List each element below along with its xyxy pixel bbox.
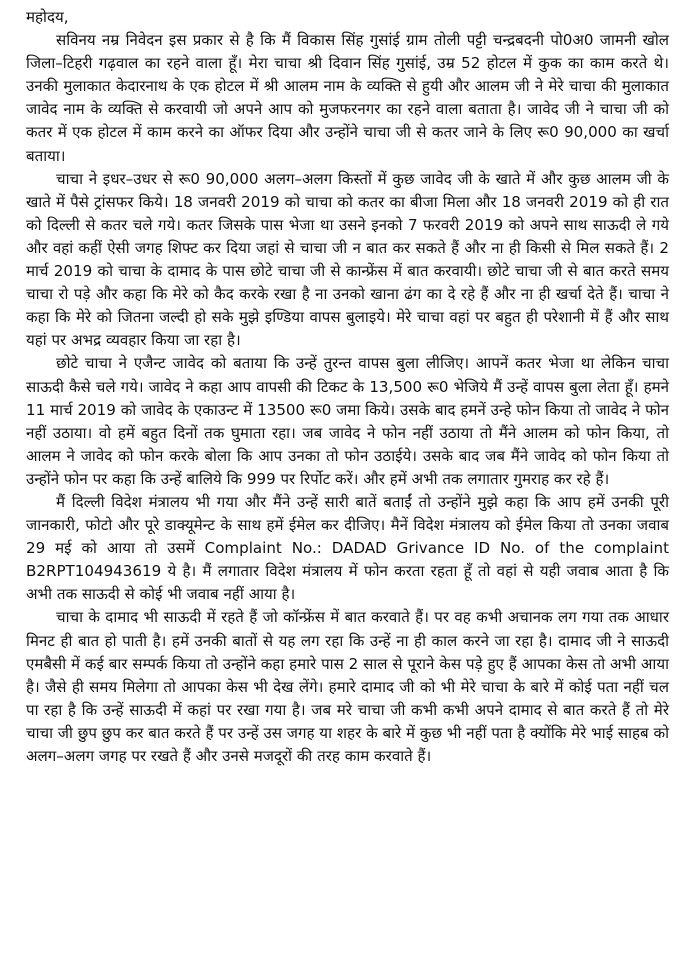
salutation: महोदय, bbox=[26, 8, 69, 26]
paragraph-4: मैं दिल्ली विदेश मंत्रालय भी गया और मैंने उन्हें सारी बातें बताईं तो उन्होंने मुझे कहा कि आप हमें उनकी पूरी जानकारी, फोटो और पूरे डाक्यूमेन्ट के साथ हमें ईमेल कर दीजिए। मैनें विदेश मंत्रालय को ईमेल किया तो उनका जवाब 29 मई को आया तो उसमें Complaint No.: DADAD Grivance ID No. of the complaint B2RPT104943619 ये है। मैं लगातार विदेश मंत्रालय में फोन करता रहता हूँ तो वहां से यही जवाब आता है कि अभी तक साऊदी से कोई भी जवाब नहीं आया है। bbox=[26, 492, 669, 604]
paragraph-1: सविनय नम्र निवेदन इस प्रकार से है कि मैं विकास सिंह गुसांई ग्राम तोली पट्टी चन्द्रबदनी पो0अ0 जामनी खोल जिला–टिहरी गढ़वाल का रहने वाला हूँ। मेरा चाचा श्री दिवान सिंह गुसांई, उम्र 52 होटल में कुक का काम करते थे। उनकी मुलाकात केदारनाथ के एक होटल में श्री आलम नाम के व्यक्ति से हुयी और आलम जी ने मेरे चाचा की मुलाकात जावेद नाम के व्यक्ति से करवायी जो अपने आप को मुजफरनगर का रहने वाला बताता है। जावेद जी ने चाचा जी को कतर में एक होटल में काम करने का ऑफर दिया और उन्होंने चाचा जी से कतर जाने के लिए रू0 90,000 का खर्चा बताया। bbox=[26, 31, 669, 165]
letter-page bbox=[26, 6, 669, 768]
paragraph-5: चाचा के दामाद भी साऊदी में रहते हैं जो कॉन्फ्रेंस में बात करवाते हैं। पर वह कभी अचानक लग गया तक आधार मिनट ही बात हो पाती है। हमें उनकी बातों से यह लग रहा कि उन्हें ना ही काल करने जा रहा है। दामाद जी ने साऊदी एमबैसी में कई बार सम्पर्क किया तो उन्होंने कहा हमारे पास 2 साल से पूराने केस पड़े हुए हैं आपका केस तो अभी आया है। जैसे ही समय मिलेगा तो आपका केस भी देख लेंगे। हमारे दामाद जी को भी मेरे चाचा के बारे में कोई पता नहीं चल पा रहा है कि उन्हें साऊदी में कहां पर रखा गया है। जब मरे चाचा जी कभी कभी अपने दामाद से बात करते हैं तो मेरे चाचा जी छुप छुप कर बात करते हैं पर उन्हें उस जगह या शहर के बारे में कुछ भी नहीं पता है क्योंकि मेरे भाई साहब को अलग–अलग जगह पर रखते हैं और उनसे मजदूरों की तरह काम करवाते हैं। bbox=[26, 608, 669, 765]
paragraph-3: छोटे चाचा ने एजैन्ट जावेद को बताया कि उन्हें तुरन्त वापस बुला लीजिए। आपनें कतर भेजा था लेकिन चाचा साऊदी कैसे चले गये। जावेद ने कहा आप वापसी की टिकट के 13,500 रू0 भेजिये मैं उन्हें वापस बुला लेता हूँ। हमने 11 मार्च 2019 को जावेद के एकाउन्ट में 13500 रू0 जमा किये। उसके बाद हमनें उन्हे फोन किया तो जावेद ने फोन नहीं उठाया। वो हमें बहुत दिनों तक घुमाता रहा। जब जावेद ने फोन नहीं उठाया तो मैंने आलम को फोन किया, तो आलम ने जावेद को फोन करके बोला कि आप उनका तो फोन उठाईये। उसके बाद जब मैंने जावेद को फोन किया तो उन्होंने फोन पर कहा कि उन्हें बालिये कि 999 पर रिर्पोट करें। और हमें अभी तक लगातार गुमराह कर रहे हैं। bbox=[26, 354, 669, 488]
paragraph-2: चाचा ने इधर–उधर से रू0 90,000 अलग–अलग किस्तों में कुछ जावेद जी के खाते में और कुछ आलम जी के खाते में पैसे ट्रांसफर किये। 18 जनवरी 2019 को चाचा को कतर का बीजा मिला और 18 जनवरी 2019 को ही रात को दिल्ली से कतर चले गये। कतर जिसके पास भेजा था उसने इनको 7 फरवरी 2019 को अपने साथ साऊदी ले गये और वहां कहीं ऐसी जगह शिफ्ट कर दिया जहां से चाचा जी न बात कर सकते हैं और ना ही किसी से मिल सकते हैं। 2 मार्च 2019 को चाचा के दामाद के पास छोटे चाचा जी से कान्फ्रेंस में बात करवायी। छोटे चाचा जी से बात करते समय चाचा रो पड़े और कहा कि मेरे को कैद करके रखा है ना उनको खाना ढंग का दे रहे हैं और ना ही खर्चा देते हैं। चाचा ने कहा कि मेरे को जितना जल्दी हो सके मुझे इण्डिया वापस बुलाइये। मेरे चाचा वहां पर बहुत ही परेशानी में हैं और साथ यहां पर अभद्र व्यवहार किया जा रहा है। bbox=[26, 169, 669, 350]
